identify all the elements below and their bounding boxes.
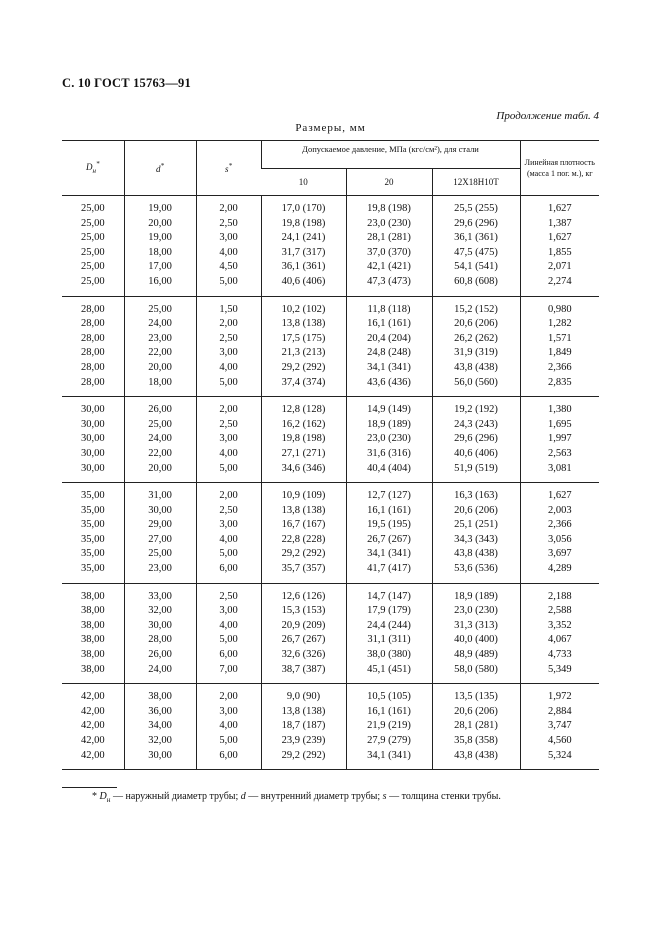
cell-pressure-steel-20: 41,7 (417)	[346, 562, 432, 583]
table-row	[62, 246, 599, 261]
cell-wall-thickness: 2,50	[196, 217, 261, 232]
table-row	[62, 196, 599, 217]
cell-inner-diameter: 25,00	[124, 296, 196, 317]
table-row	[62, 260, 599, 275]
cell-wall-thickness: 4,00	[196, 246, 261, 261]
table-row	[62, 648, 599, 663]
cell-pressure-steel-10: 31,7 (317)	[261, 246, 346, 261]
cell-pressure-steel-10: 16,7 (167)	[261, 518, 346, 533]
cell-wall-thickness: 5,00	[196, 376, 261, 397]
cell-inner-diameter: 26,00	[124, 648, 196, 663]
cell-inner-diameter: 31,00	[124, 483, 196, 504]
cell-inner-diameter: 17,00	[124, 260, 196, 275]
cell-wall-thickness: 3,00	[196, 518, 261, 533]
cell-linear-density: 1,997	[520, 432, 599, 447]
cell-wall-thickness: 5,00	[196, 462, 261, 483]
cell-inner-diameter: 20,00	[124, 217, 196, 232]
cell-pressure-steel-20: 34,1 (341)	[346, 749, 432, 770]
table-row	[62, 562, 599, 583]
cell-pressure-steel-12x18h10t: 43,8 (438)	[432, 361, 520, 376]
cell-inner-diameter: 24,00	[124, 317, 196, 332]
cell-pressure-steel-20: 31,6 (316)	[346, 447, 432, 462]
cell-inner-diameter: 30,00	[124, 749, 196, 770]
cell-pressure-steel-12x18h10t: 36,1 (361)	[432, 231, 520, 246]
table-row	[62, 604, 599, 619]
cell-pressure-steel-10: 19,8 (198)	[261, 432, 346, 447]
cell-pressure-steel-10: 34,6 (346)	[261, 462, 346, 483]
cell-pressure-steel-20: 16,1 (161)	[346, 317, 432, 332]
cell-linear-density: 4,733	[520, 648, 599, 663]
cell-pressure-steel-20: 12,7 (127)	[346, 483, 432, 504]
cell-pressure-steel-12x18h10t: 29,6 (296)	[432, 432, 520, 447]
cell-outer-diameter: 28,00	[80, 332, 105, 344]
cell-pressure-steel-10: 10,9 (109)	[261, 483, 346, 504]
cell-wall-thickness: 3,00	[196, 705, 261, 720]
cell-inner-diameter: 18,00	[124, 246, 196, 261]
cell-pressure-steel-20: 43,6 (436)	[346, 376, 432, 397]
cell-pressure-steel-12x18h10t: 20,6 (206)	[432, 705, 520, 720]
table-row	[62, 663, 599, 684]
table-row	[62, 275, 599, 296]
footnote-divider	[62, 787, 117, 788]
cell-pressure-steel-12x18h10t: 29,6 (296)	[432, 217, 520, 232]
cell-pressure-steel-12x18h10t: 43,8 (438)	[432, 749, 520, 770]
cell-inner-diameter: 24,00	[124, 432, 196, 447]
cell-pressure-steel-20: 23,0 (230)	[346, 217, 432, 232]
cell-pressure-steel-12x18h10t: 35,8 (358)	[432, 734, 520, 749]
row-group	[62, 397, 599, 483]
cell-wall-thickness: 4,00	[196, 533, 261, 548]
cell-pressure-steel-12x18h10t: 26,2 (262)	[432, 332, 520, 347]
cell-wall-thickness: 4,00	[196, 361, 261, 376]
cell-linear-density: 2,071	[520, 260, 599, 275]
cell-linear-density: 2,366	[520, 361, 599, 376]
row-group	[62, 483, 599, 584]
cell-wall-thickness: 6,00	[196, 648, 261, 663]
table-row	[62, 705, 599, 720]
cell-inner-diameter: 20,00	[124, 462, 196, 483]
row-group	[62, 296, 599, 397]
cell-outer-diameter: 38,00	[80, 605, 105, 617]
cell-pressure-steel-10: 16,2 (162)	[261, 418, 346, 433]
cell-pressure-steel-10: 17,5 (175)	[261, 332, 346, 347]
table-row	[62, 633, 599, 648]
table-row	[62, 217, 599, 232]
cell-pressure-steel-10: 20,9 (209)	[261, 619, 346, 634]
cell-linear-density: 3,747	[520, 719, 599, 734]
cell-wall-thickness: 4,00	[196, 619, 261, 634]
cell-pressure-steel-12x18h10t: 24,3 (243)	[432, 418, 520, 433]
cell-pressure-steel-12x18h10t: 28,1 (281)	[432, 719, 520, 734]
cell-pressure-steel-12x18h10t: 40,0 (400)	[432, 633, 520, 648]
cell-linear-density: 3,352	[520, 619, 599, 634]
cell-pressure-steel-10: 37,4 (374)	[261, 376, 346, 397]
cell-wall-thickness: 4,00	[196, 719, 261, 734]
cell-linear-density: 1,627	[520, 483, 599, 504]
cell-pressure-steel-20: 47,3 (473)	[346, 275, 432, 296]
cell-outer-diameter: 35,00	[80, 533, 105, 545]
cell-wall-thickness: 5,00	[196, 734, 261, 749]
cell-pressure-steel-12x18h10t: 20,6 (206)	[432, 317, 520, 332]
cell-linear-density: 0,980	[520, 296, 599, 317]
cell-inner-diameter: 34,00	[124, 719, 196, 734]
page-header: С. 10 ГОСТ 15763—91	[62, 76, 191, 90]
cell-wall-thickness: 2,00	[196, 684, 261, 705]
cell-linear-density: 1,972	[520, 684, 599, 705]
table-row	[62, 533, 599, 548]
table-row	[62, 376, 599, 397]
cell-linear-density: 3,697	[520, 547, 599, 562]
cell-linear-density: 1,695	[520, 418, 599, 433]
cell-pressure-steel-12x18h10t: 43,8 (438)	[432, 547, 520, 562]
cell-pressure-steel-10: 24,1 (241)	[261, 231, 346, 246]
cell-pressure-steel-10: 13,8 (138)	[261, 504, 346, 519]
cell-wall-thickness: 2,50	[196, 504, 261, 519]
cell-pressure-steel-20: 19,5 (195)	[346, 518, 432, 533]
cell-inner-diameter: 29,00	[124, 518, 196, 533]
cell-pressure-steel-20: 16,1 (161)	[346, 504, 432, 519]
cell-inner-diameter: 38,00	[124, 684, 196, 705]
table-row	[62, 518, 599, 533]
cell-pressure-steel-12x18h10t: 56,0 (560)	[432, 376, 520, 397]
col-outer-diameter: $D_н^*$	[62, 141, 124, 196]
cell-inner-diameter: 16,00	[124, 275, 196, 296]
cell-pressure-steel-20: 21,9 (219)	[346, 719, 432, 734]
cell-wall-thickness: 3,00	[196, 346, 261, 361]
cell-outer-diameter: 35,00	[80, 490, 105, 502]
cell-wall-thickness: 2,50	[196, 418, 261, 433]
cell-pressure-steel-12x18h10t: 18,9 (189)	[432, 583, 520, 604]
cell-outer-diameter: 42,00	[80, 705, 105, 717]
cell-inner-diameter: 27,00	[124, 533, 196, 548]
cell-outer-diameter: 35,00	[80, 548, 105, 560]
cell-pressure-steel-20: 24,4 (244)	[346, 619, 432, 634]
cell-pressure-steel-10: 18,7 (187)	[261, 719, 346, 734]
cell-pressure-steel-10: 12,8 (128)	[261, 397, 346, 418]
pipe-dimensions-table	[62, 140, 599, 770]
cell-pressure-steel-20: 14,7 (147)	[346, 583, 432, 604]
cell-pressure-steel-10: 22,8 (228)	[261, 533, 346, 548]
cell-outer-diameter: 28,00	[80, 303, 105, 315]
cell-inner-diameter: 18,00	[124, 376, 196, 397]
cell-wall-thickness: 2,50	[196, 583, 261, 604]
cell-wall-thickness: 3,00	[196, 432, 261, 447]
cell-pressure-steel-12x18h10t: 23,0 (230)	[432, 604, 520, 619]
cell-inner-diameter: 25,00	[124, 418, 196, 433]
cell-pressure-steel-12x18h10t: 31,3 (313)	[432, 619, 520, 634]
cell-pressure-steel-20: 40,4 (404)	[346, 462, 432, 483]
cell-linear-density: 2,188	[520, 583, 599, 604]
cell-outer-diameter: 42,00	[80, 720, 105, 732]
cell-inner-diameter: 24,00	[124, 663, 196, 684]
cell-linear-density: 4,067	[520, 633, 599, 648]
cell-pressure-steel-12x18h10t: 13,5 (135)	[432, 684, 520, 705]
cell-outer-diameter: 25,00	[80, 246, 105, 258]
cell-pressure-steel-12x18h10t: 16,3 (163)	[432, 483, 520, 504]
cell-pressure-steel-10: 17,0 (170)	[261, 196, 346, 217]
table-row	[62, 462, 599, 483]
cell-pressure-steel-10: 29,2 (292)	[261, 361, 346, 376]
cell-linear-density: 5,324	[520, 749, 599, 770]
col-steel-10: 10	[261, 169, 346, 196]
cell-outer-diameter: 25,00	[80, 261, 105, 273]
cell-inner-diameter: 19,00	[124, 231, 196, 246]
cell-outer-diameter: 42,00	[80, 691, 105, 703]
cell-outer-diameter: 38,00	[62, 663, 124, 684]
col-steel-12x18h10t: 12Х18Н10Т	[432, 169, 520, 196]
cell-pressure-steel-12x18h10t: 34,3 (343)	[432, 533, 520, 548]
cell-linear-density: 4,289	[520, 562, 599, 583]
cell-pressure-steel-10: 12,6 (126)	[261, 583, 346, 604]
cell-inner-diameter: 32,00	[124, 604, 196, 619]
cell-pressure-steel-10: 26,7 (267)	[261, 633, 346, 648]
cell-wall-thickness: 6,00	[196, 562, 261, 583]
cell-linear-density: 1,849	[520, 346, 599, 361]
row-group	[62, 684, 599, 770]
table-row	[62, 346, 599, 361]
table-row	[62, 547, 599, 562]
cell-pressure-steel-10: 29,2 (292)	[261, 749, 346, 770]
cell-outer-diameter: 25,00	[80, 217, 105, 229]
cell-wall-thickness: 2,00	[196, 483, 261, 504]
cell-inner-diameter: 22,00	[124, 346, 196, 361]
cell-pressure-steel-12x18h10t: 48,9 (489)	[432, 648, 520, 663]
cell-pressure-steel-10: 23,9 (239)	[261, 734, 346, 749]
cell-linear-density: 1,387	[520, 217, 599, 232]
cell-pressure-steel-12x18h10t: 40,6 (406)	[432, 447, 520, 462]
cell-outer-diameter: 38,00	[80, 619, 105, 631]
cell-wall-thickness: 4,50	[196, 260, 261, 275]
table-row	[62, 619, 599, 634]
cell-linear-density: 2,835	[520, 376, 599, 397]
row-group	[62, 583, 599, 684]
cell-inner-diameter: 36,00	[124, 705, 196, 720]
cell-wall-thickness: 5,00	[196, 547, 261, 562]
cell-outer-diameter: 42,00	[80, 735, 105, 746]
cell-pressure-steel-12x18h10t: 47,5 (475)	[432, 246, 520, 261]
table-row	[62, 231, 599, 246]
cell-wall-thickness: 2,00	[196, 196, 261, 217]
cell-inner-diameter: 26,00	[124, 397, 196, 418]
cell-pressure-steel-12x18h10t: 51,9 (519)	[432, 462, 520, 483]
col-wall-thickness: s*	[196, 141, 261, 196]
col-inner-diameter: d*	[124, 141, 196, 196]
cell-inner-diameter: 32,00	[124, 734, 196, 749]
cell-pressure-steel-12x18h10t: 15,2 (152)	[432, 296, 520, 317]
cell-wall-thickness: 2,00	[196, 317, 261, 332]
col-allowable-pressure: Допускаемое давление, МПа (кгс/см²), для стали	[261, 141, 520, 169]
cell-pressure-steel-10: 9,0 (90)	[261, 684, 346, 705]
cell-inner-diameter: 22,00	[124, 447, 196, 462]
cell-linear-density: 2,003	[520, 504, 599, 519]
cell-pressure-steel-12x18h10t: 53,6 (536)	[432, 562, 520, 583]
cell-pressure-steel-10: 15,3 (153)	[261, 604, 346, 619]
cell-wall-thickness: 3,00	[196, 604, 261, 619]
cell-inner-diameter: 20,00	[124, 361, 196, 376]
cell-pressure-steel-12x18h10t: 25,5 (255)	[432, 196, 520, 217]
cell-outer-diameter: 28,00	[62, 376, 124, 397]
cell-pressure-steel-20: 26,7 (267)	[346, 533, 432, 548]
cell-linear-density: 4,560	[520, 734, 599, 749]
cell-linear-density: 1,380	[520, 397, 599, 418]
cell-outer-diameter: 30,00	[80, 433, 105, 445]
cell-pressure-steel-20: 38,0 (380)	[346, 648, 432, 663]
cell-pressure-steel-20: 23,0 (230)	[346, 432, 432, 447]
cell-pressure-steel-20: 37,0 (370)	[346, 246, 432, 261]
cell-wall-thickness: 5,00	[196, 275, 261, 296]
cell-pressure-steel-12x18h10t: 60,8 (608)	[432, 275, 520, 296]
cell-pressure-steel-20: 42,1 (421)	[346, 260, 432, 275]
cell-pressure-steel-10: 13,8 (138)	[261, 317, 346, 332]
cell-linear-density: 1,571	[520, 332, 599, 347]
cell-pressure-steel-20: 27,9 (279)	[346, 734, 432, 749]
cell-outer-diameter: 38,00	[80, 590, 105, 602]
cell-pressure-steel-20: 10,5 (105)	[346, 684, 432, 705]
cell-outer-diameter: 35,00	[62, 562, 124, 583]
table-row	[62, 447, 599, 462]
cell-linear-density: 3,056	[520, 533, 599, 548]
cell-outer-diameter: 38,00	[80, 634, 105, 646]
cell-linear-density: 1,627	[520, 196, 599, 217]
cell-linear-density: 2,588	[520, 604, 599, 619]
cell-wall-thickness: 3,00	[196, 231, 261, 246]
cell-outer-diameter: 42,00	[62, 749, 124, 770]
cell-wall-thickness: 2,50	[196, 332, 261, 347]
cell-inner-diameter: 25,00	[124, 547, 196, 562]
table-row	[62, 684, 599, 705]
cell-linear-density: 2,366	[520, 518, 599, 533]
table-row	[62, 361, 599, 376]
cell-pressure-steel-12x18h10t: 25,1 (251)	[432, 518, 520, 533]
row-group	[62, 196, 599, 297]
table-row	[62, 397, 599, 418]
table-row	[62, 749, 599, 770]
footnote: * $D_н$ — наружный диаметр трубы; d — внутренний диаметр трубы; s — толщина стенки трубы.	[92, 791, 501, 804]
cell-pressure-steel-10: 19,8 (198)	[261, 217, 346, 232]
cell-pressure-steel-12x18h10t: 31,9 (319)	[432, 346, 520, 361]
cell-linear-density: 2,274	[520, 275, 599, 296]
cell-inner-diameter: 30,00	[124, 619, 196, 634]
cell-linear-density: 1,282	[520, 317, 599, 332]
cell-outer-diameter: 25,00	[62, 275, 124, 296]
cell-outer-diameter: 25,00	[80, 232, 105, 244]
cell-pressure-steel-20: 14,9 (149)	[346, 397, 432, 418]
cell-outer-diameter: 35,00	[80, 504, 105, 516]
cell-pressure-steel-10: 32,6 (326)	[261, 648, 346, 663]
table-row	[62, 483, 599, 504]
cell-inner-diameter: 28,00	[124, 633, 196, 648]
cell-pressure-steel-10: 10,2 (102)	[261, 296, 346, 317]
cell-pressure-steel-20: 31,1 (311)	[346, 633, 432, 648]
cell-inner-diameter: 23,00	[124, 562, 196, 583]
cell-outer-diameter: 28,00	[80, 347, 105, 359]
cell-linear-density: 3,081	[520, 462, 599, 483]
table-caption: Размеры, мм	[295, 122, 366, 134]
cell-pressure-steel-20: 11,8 (118)	[346, 296, 432, 317]
cell-pressure-steel-20: 16,1 (161)	[346, 705, 432, 720]
cell-pressure-steel-20: 34,1 (341)	[346, 361, 432, 376]
cell-pressure-steel-10: 38,7 (387)	[261, 663, 346, 684]
cell-pressure-steel-20: 34,1 (341)	[346, 547, 432, 562]
cell-outer-diameter: 28,00	[80, 318, 105, 330]
cell-wall-thickness: 6,00	[196, 749, 261, 770]
cell-wall-thickness: 7,00	[196, 663, 261, 684]
cell-pressure-steel-20: 45,1 (451)	[346, 663, 432, 684]
table-row	[62, 418, 599, 433]
cell-outer-diameter: 25,00	[80, 203, 105, 214]
cell-pressure-steel-12x18h10t: 20,6 (206)	[432, 504, 520, 519]
cell-inner-diameter: 30,00	[124, 504, 196, 519]
cell-pressure-steel-20: 18,9 (189)	[346, 418, 432, 433]
cell-pressure-steel-20: 28,1 (281)	[346, 231, 432, 246]
col-linear-density: Линейная плотность (масса 1 пог. м.), кг	[520, 141, 599, 196]
table-row	[62, 317, 599, 332]
cell-pressure-steel-12x18h10t: 54,1 (541)	[432, 260, 520, 275]
cell-pressure-steel-10: 29,2 (292)	[261, 547, 346, 562]
cell-outer-diameter: 35,00	[80, 519, 105, 531]
table-row	[62, 734, 599, 749]
cell-linear-density: 5,349	[520, 663, 599, 684]
cell-pressure-steel-20: 19,8 (198)	[346, 196, 432, 217]
cell-outer-diameter: 30,00	[62, 462, 124, 483]
cell-outer-diameter: 30,00	[80, 404, 105, 416]
cell-linear-density: 1,627	[520, 231, 599, 246]
cell-inner-diameter: 19,00	[124, 196, 196, 217]
cell-pressure-steel-10: 40,6 (406)	[261, 275, 346, 296]
cell-wall-thickness: 2,00	[196, 397, 261, 418]
cell-wall-thickness: 5,00	[196, 633, 261, 648]
cell-pressure-steel-10: 21,3 (213)	[261, 346, 346, 361]
cell-pressure-steel-10: 35,7 (357)	[261, 562, 346, 583]
cell-pressure-steel-10: 13,8 (138)	[261, 705, 346, 720]
cell-pressure-steel-20: 20,4 (204)	[346, 332, 432, 347]
cell-pressure-steel-10: 27,1 (271)	[261, 447, 346, 462]
table-header	[62, 141, 599, 196]
cell-pressure-steel-20: 24,8 (248)	[346, 346, 432, 361]
cell-linear-density: 2,884	[520, 705, 599, 720]
cell-outer-diameter: 30,00	[80, 447, 105, 459]
table-row	[62, 332, 599, 347]
cell-inner-diameter: 33,00	[124, 583, 196, 604]
cell-linear-density: 1,855	[520, 246, 599, 261]
table-continuation-label: Продолжение табл. 4	[496, 110, 599, 122]
cell-wall-thickness: 1,50	[196, 296, 261, 317]
cell-pressure-steel-20: 17,9 (179)	[346, 604, 432, 619]
table-row	[62, 296, 599, 317]
cell-pressure-steel-12x18h10t: 19,2 (192)	[432, 397, 520, 418]
cell-linear-density: 2,563	[520, 447, 599, 462]
cell-wall-thickness: 4,00	[196, 447, 261, 462]
cell-pressure-steel-10: 36,1 (361)	[261, 260, 346, 275]
cell-outer-diameter: 30,00	[80, 418, 105, 430]
table-row	[62, 432, 599, 447]
table-row	[62, 504, 599, 519]
cell-pressure-steel-12x18h10t: 58,0 (580)	[432, 663, 520, 684]
cell-outer-diameter: 28,00	[80, 361, 105, 373]
col-steel-20: 20	[346, 169, 432, 196]
cell-inner-diameter: 23,00	[124, 332, 196, 347]
table-row	[62, 719, 599, 734]
table-row	[62, 583, 599, 604]
cell-outer-diameter: 38,00	[80, 649, 105, 661]
